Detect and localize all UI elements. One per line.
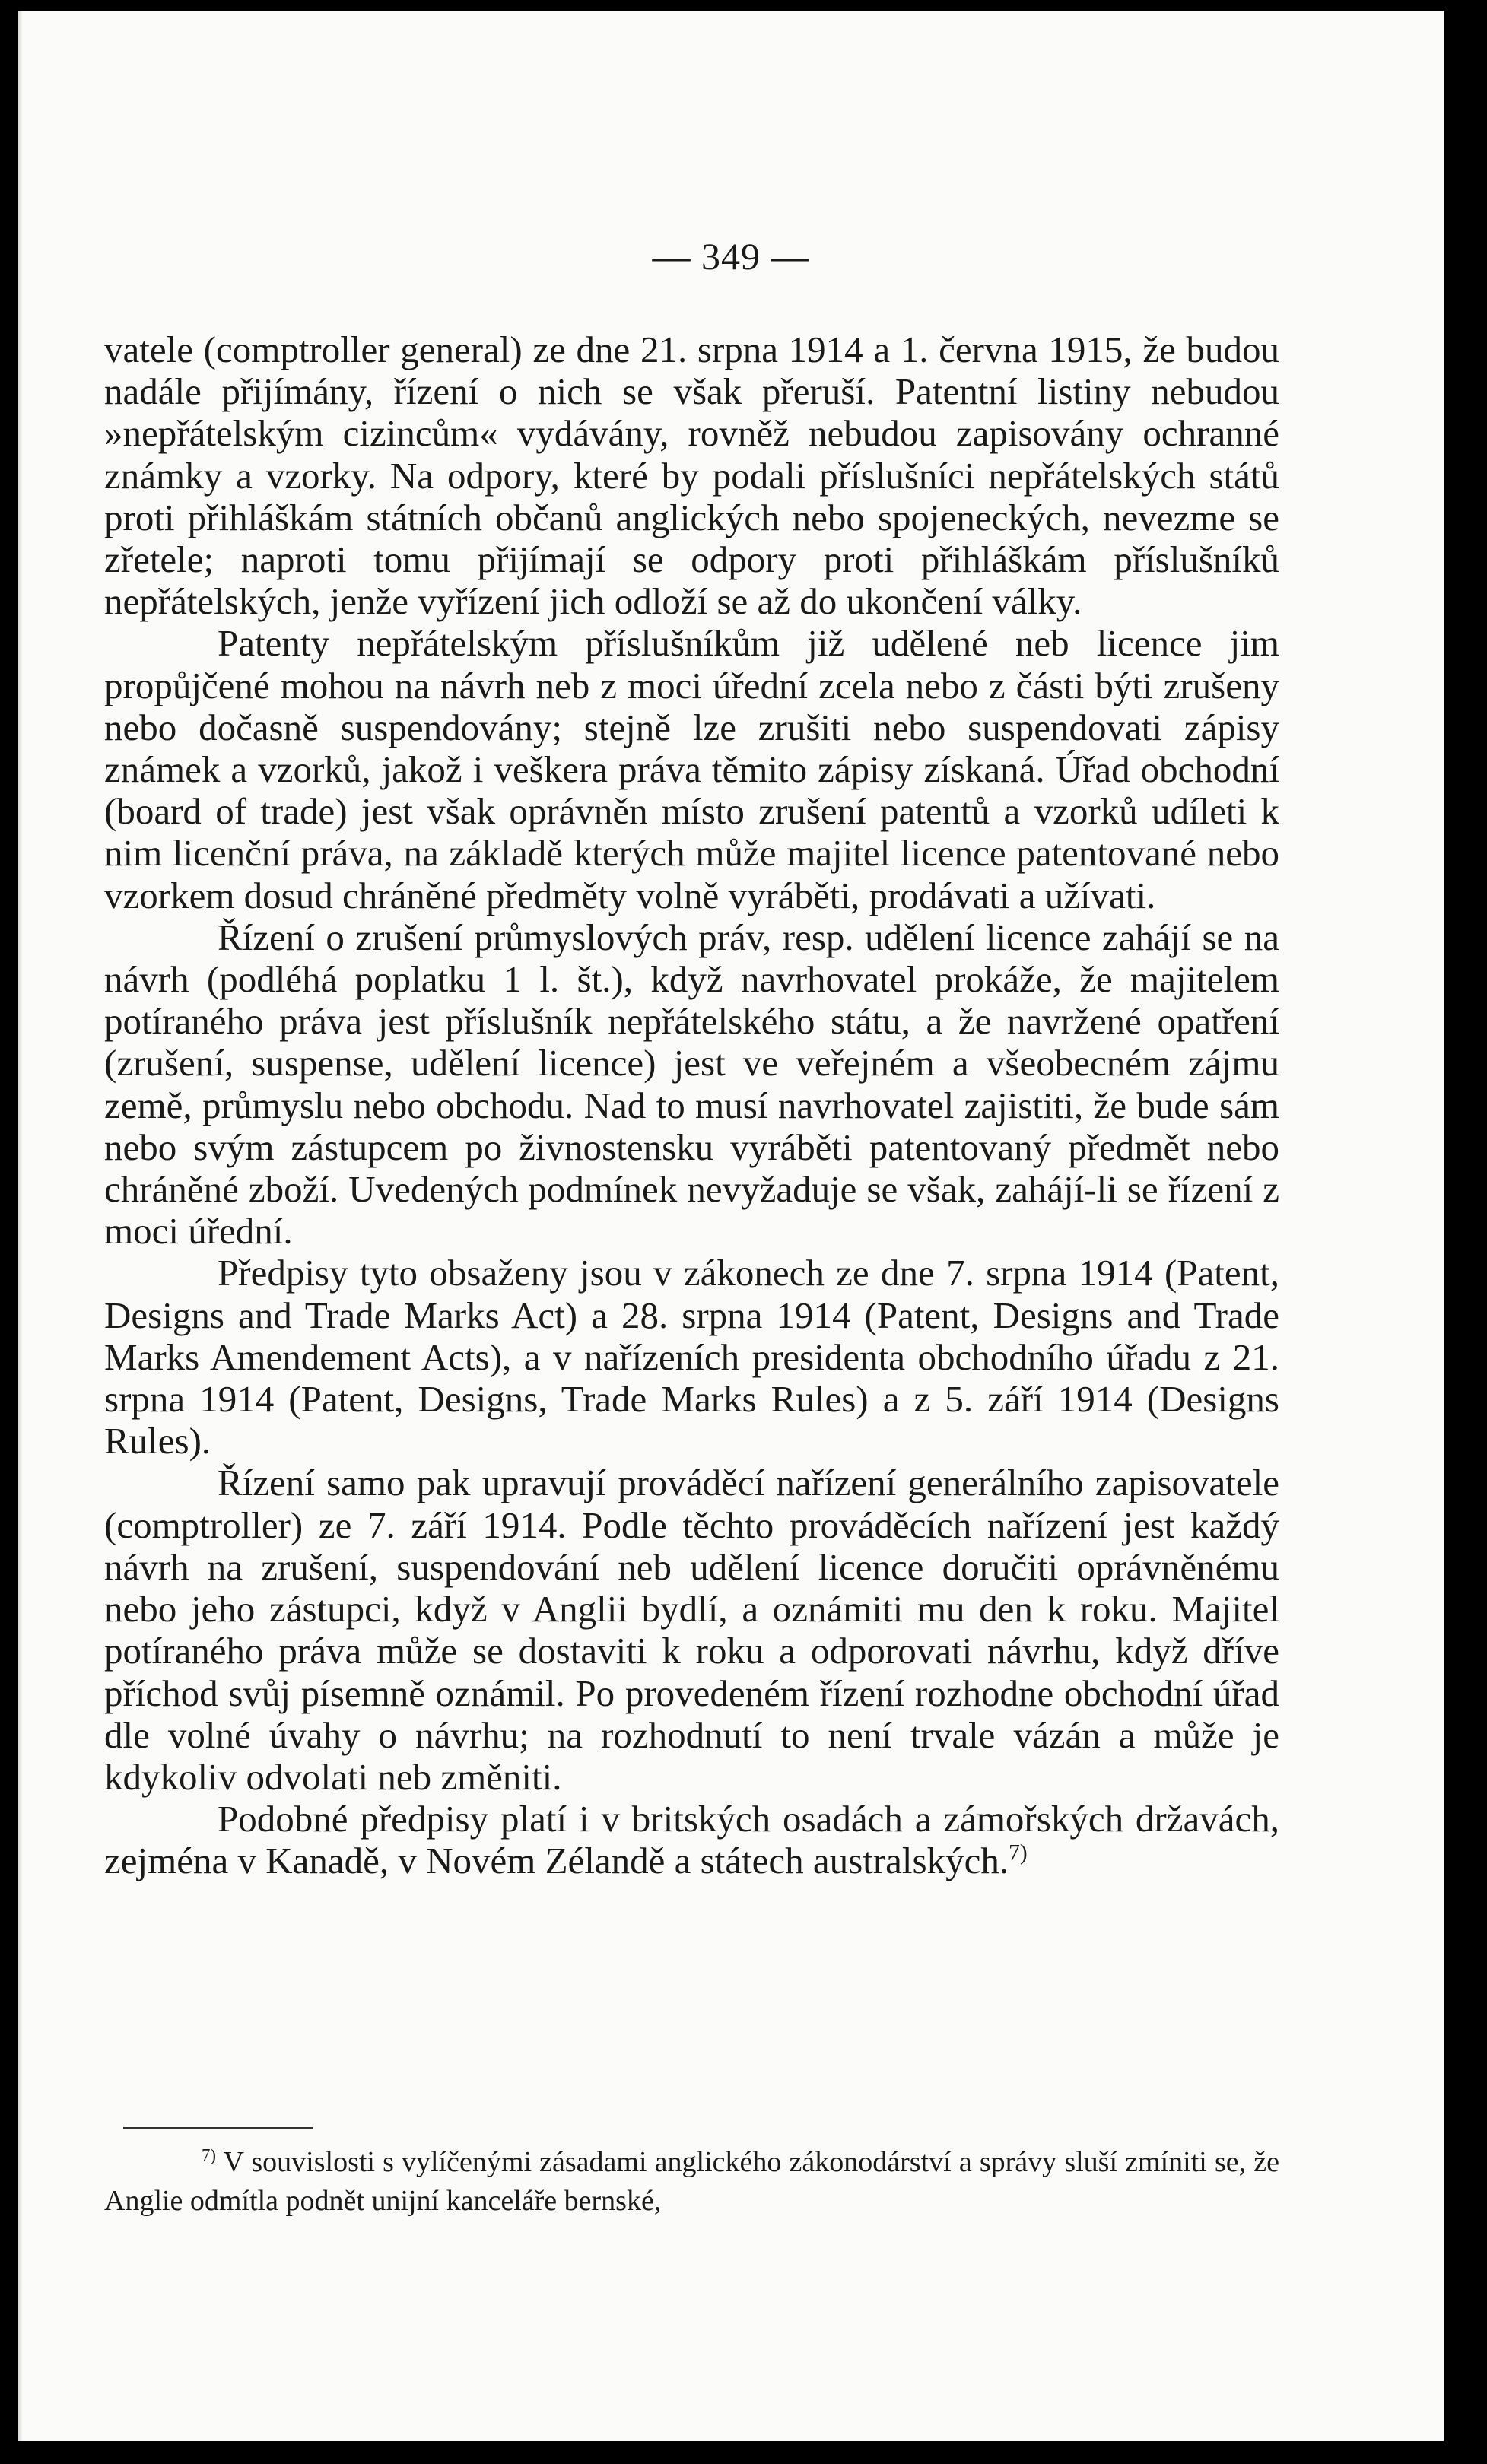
- paragraph-1: vatele (comptroller general) ze dne 21. srpna 1914 a 1. června 1915, že budou nadále přijímány, řízení o nich se však přeruší. Patentní listiny nebudou »nepřátelským cizincům« vydávány, rovněž nebudou zapisovány ochranné známky a vzorky. Na odpory, které by podali příslušníci nepřátelských států proti přihláškám státních občanů anglických nebo spojeneckých, nevezme se zřetele; naproti tomu přijímají se odpory proti přihláškám příslušníků nepřátelských, jenže vyřízení jich odloží se až do ukončení války.: [104, 329, 1279, 623]
- paragraph-4: Předpisy tyto obsaženy jsou v zákonech ze dne 7. srpna 1914 (Patent, Designs and Trade Marks Act) a 28. srpna 1914 (Patent, Designs and Trade Marks Amendement Acts), a v nařízeních presidenta obchodního úřadu z 21. srpna 1914 (Patent, Designs, Trade Marks Rules) a z 5. září 1914 (Designs Rules).: [104, 1252, 1279, 1462]
- footnote-text: V souvislosti s vylíčenými zásadami anglického zákonodárství a správy sluší zmíniti se, že Anglie odmítla podnět unijní kanceláře bernské,: [104, 2146, 1279, 2217]
- scan-border-right: [1444, 0, 1487, 2464]
- footnote-marker: 7): [202, 2145, 216, 2165]
- paragraph-5: Řízení samo pak upravují prováděcí nařízení generálního zapisovatele (comptroller) ze 7. září 1914. Podle těchto prováděcích nařízení jest každý návrh na zrušení, suspendování neb udělení licence doručiti oprávněnému nebo jeho zástupci, když v Anglii bydlí, a oznámiti mu den k roku. Majitel potíraného práva může se dostaviti k roku a odporovati návrhu, když dříve příchod svůj písemně oznámil. Po provedeném řízení rozhodne obchodní úřad dle volné úvahy o návrhu; na rozhodnutí to není trvale vázán a může je kdykoliv odvolati neb změniti.: [104, 1462, 1279, 1798]
- document-page: [18, 11, 1444, 2441]
- paragraph-2: Patenty nepřátelským příslušníkům již udělené neb licence jim propůjčené mohou na návrh neb z moci úřední zcela nebo z části býti zrušeny nebo dočasně suspendovány; stejně lze zrušiti nebo suspendovati zápisy známek a vzorků, jakož i veškera práva těmito zápisy získaná. Úřad obchodní (board of trade) jest však oprávněn místo zrušení patentů a vzorků udíleti k nim licenční práva, na základě kterých může majitel licence patentované nebo vzorkem dosud chráněné předměty volně vyráběti, prodávati a užívati.: [104, 622, 1279, 916]
- paragraph-6: [104, 1798, 1279, 1881]
- footnote-reference[interactable]: 7): [1009, 1840, 1028, 1865]
- main-text: [104, 329, 1279, 1882]
- paragraph-6-text: Podobné předpisy platí i v britských osadách a zámořských državách, zejména v Kanadě, v Novém Zélandě a státech australských.: [104, 1798, 1279, 1882]
- footnote: [104, 2143, 1279, 2221]
- footnote-separator: [123, 2127, 313, 2129]
- page-number: — 349 —: [652, 235, 810, 278]
- page-edge-shadow: [18, 11, 23, 2441]
- paragraph-3: Řízení o zrušení průmyslových práv, resp. udělení licence zahájí se na návrh (podléhá poplatku 1 l. št.), když navrhovatel prokáže, že majitelem potíraného práva jest příslušník nepřátelského státu, a že navržené opatření (zrušení, suspense, udělení licence) jest ve veřejném a všeobecném zájmu země, průmyslu nebo obchodu. Nad to musí navrhovatel zajistiti, že bude sám nebo svým zástupcem po živnostensku vyráběti patentovaný předmět nebo chráněné zboží. Uvedených podmínek nevyžaduje se však, zahájí-li se řízení z moci úřední.: [104, 916, 1279, 1253]
